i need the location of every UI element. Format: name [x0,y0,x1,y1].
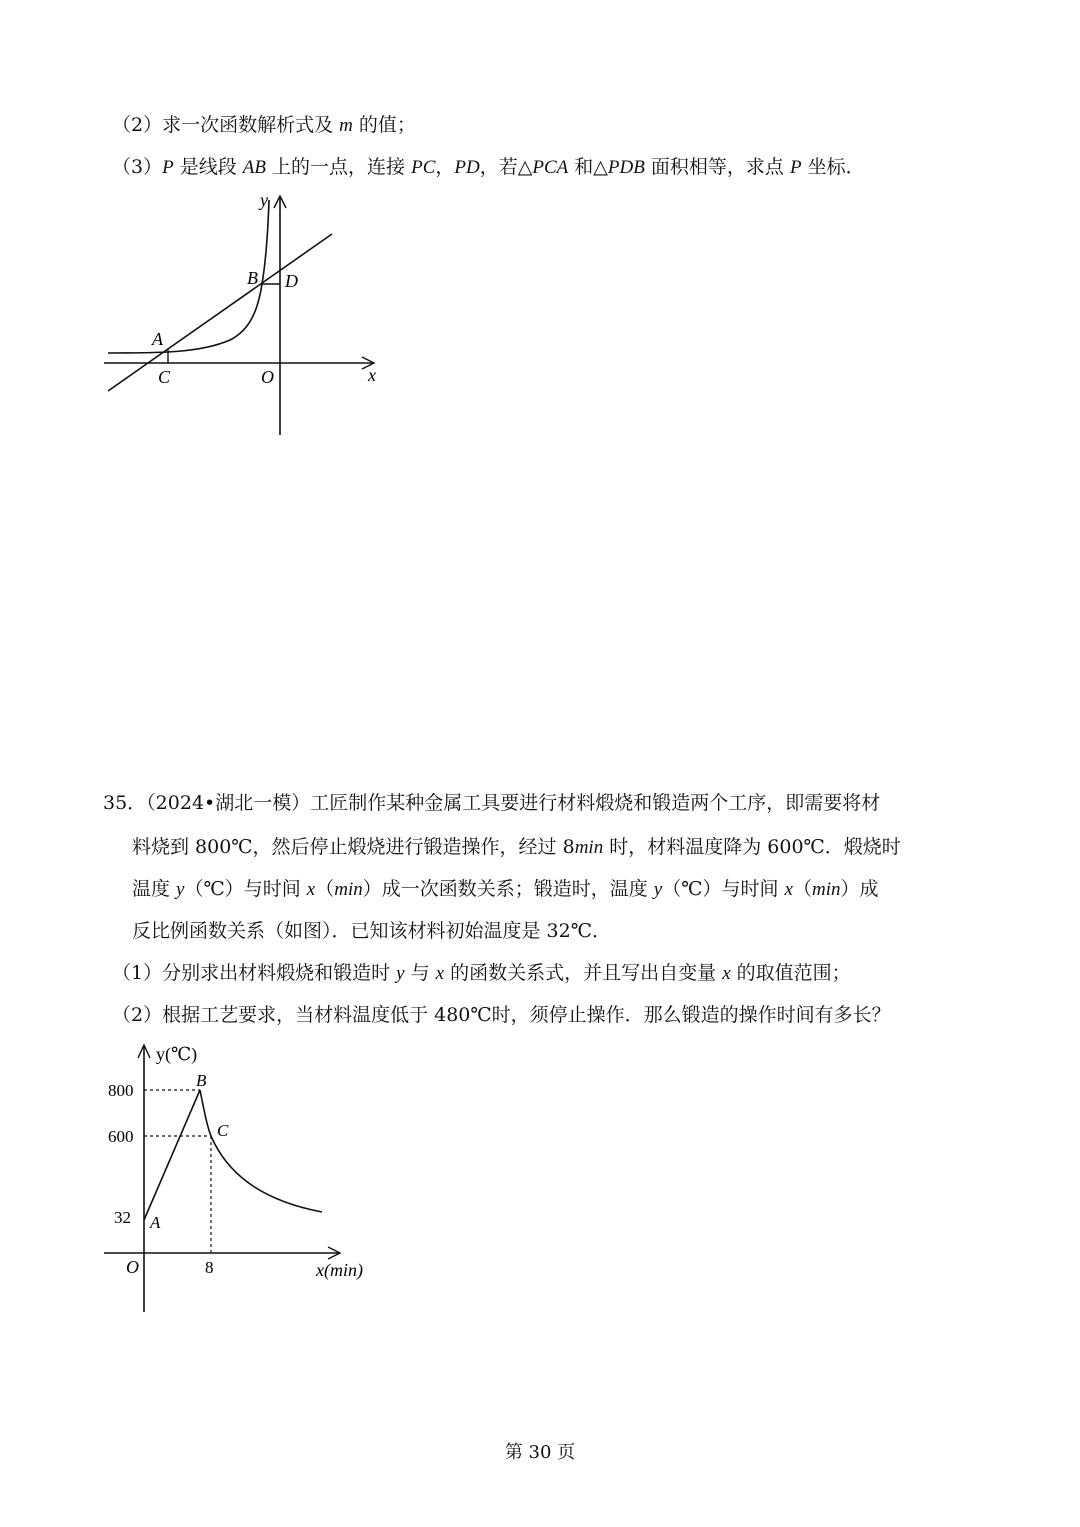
label-D: D [285,271,298,291]
q35-intro-line-4: 反比例函数关系（如图）．已知该材料初始温度是 32℃． [132,920,611,942]
label-C: C [158,367,171,387]
heating-line-AB [144,1090,200,1220]
label-x: x [368,365,376,385]
origin-label: O [126,1257,139,1277]
point-B: B [196,1071,207,1090]
q35-intro-line-2: 料烧到 800℃，然后停止煅烧进行锻造操作，经过 8min 时，材料温度降为 600℃．煅烧时 [132,836,901,858]
label-A: A [152,329,163,349]
point-C: C [217,1121,229,1140]
q34-figure [100,190,390,440]
y-axis-label: y(℃) [156,1044,198,1064]
q34-part3-line: （3）P 是线段 AB 上的一点，连接 PC，PD，若△PCA 和△PDB 面积相等，求点 P 坐标． [112,156,865,178]
label-B: B [247,268,258,288]
linear-function-line [108,234,332,391]
hyperbola-curve [108,200,269,353]
q35-intro-line-3: 温度 y（℃）与时间 x（min）成一次函数关系；锻造时，温度 y（℃）与时间 x（min）成 [132,878,879,900]
x-axis-label: x(min) [316,1260,363,1280]
label-y: y [260,190,268,210]
page-number: 第 30 页 [504,1442,576,1463]
point-A: A [150,1213,161,1232]
cooling-curve [200,1090,322,1212]
q35-intro-line-1: 35．（2024•湖北一模）工匠制作某种金属工具要进行材料煅烧和锻造两个工序，即需要将材 [103,792,881,814]
ytick-32: 32 [114,1208,131,1227]
xtick-8: 8 [205,1258,214,1277]
ytick-800: 800 [108,1081,134,1100]
q34-part2-line: （2）求一次函数解析式及 m 的值； [112,114,416,136]
q35-part1-line: （1）分别求出材料煅烧和锻造时 y 与 x 的函数关系式，并且写出自变量 x 的取值范围； [112,962,851,984]
ytick-600: 600 [108,1127,134,1146]
q35-figure [100,1040,380,1320]
q35-part2-line: （2）根据工艺要求，当材料温度低于 480℃时，须停止操作．那么锻造的操作时间有多长？ [112,1004,891,1026]
label-O: O [261,367,274,387]
